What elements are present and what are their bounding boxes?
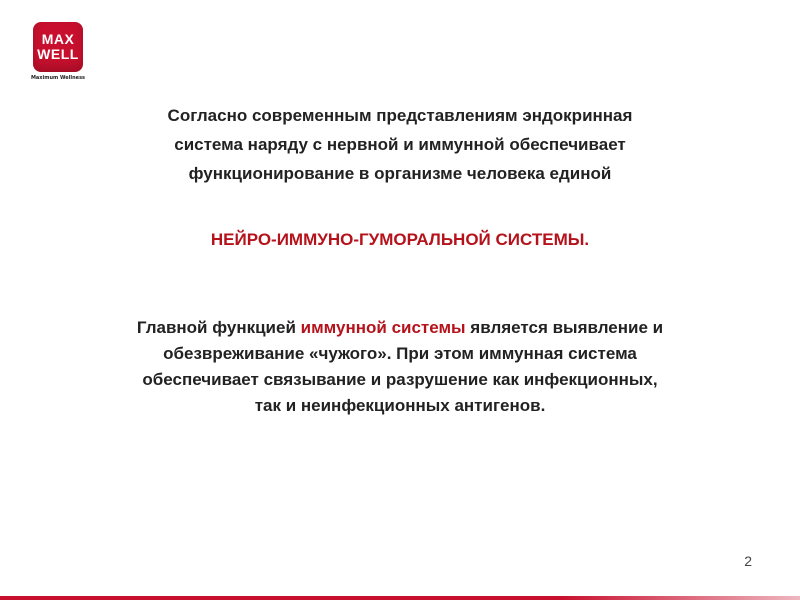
body-line: обезвреживание «чужого». При этом иммунная система: [163, 344, 637, 363]
intro-line: Согласно современным представлениям эндокринная: [167, 106, 633, 125]
logo-text-max: MAX: [41, 31, 75, 47]
system-headline: НЕЙРО-ИММУНО-ГУМОРАЛЬНОЙ СИСТЕМЫ.: [210, 230, 590, 249]
logo-badge: [33, 22, 83, 72]
immune-system-highlight: иммунной системы: [300, 318, 466, 337]
intro-line: система наряду с нервной и иммунной обеспечивает: [174, 135, 626, 154]
page-number: 2: [744, 553, 752, 569]
intro-paragraph: [80, 101, 720, 188]
intro-line: функционирование в организме человека единой: [188, 164, 612, 183]
body-text: Главной функцией: [136, 318, 301, 337]
body-line: так и неинфекционных антигенов.: [254, 396, 546, 415]
maxwell-logo: [26, 22, 90, 81]
bottom-accent-bar: [0, 596, 800, 600]
logo-text-well: WELL: [37, 46, 79, 62]
body-line: [50, 315, 750, 341]
body-paragraph: [50, 315, 750, 419]
body-line: обеспечивает связывание и разрушение как инфекционных,: [142, 370, 658, 389]
body-text: является выявление и: [465, 318, 664, 337]
logo-tagline: Maximum Wellness: [30, 75, 86, 81]
